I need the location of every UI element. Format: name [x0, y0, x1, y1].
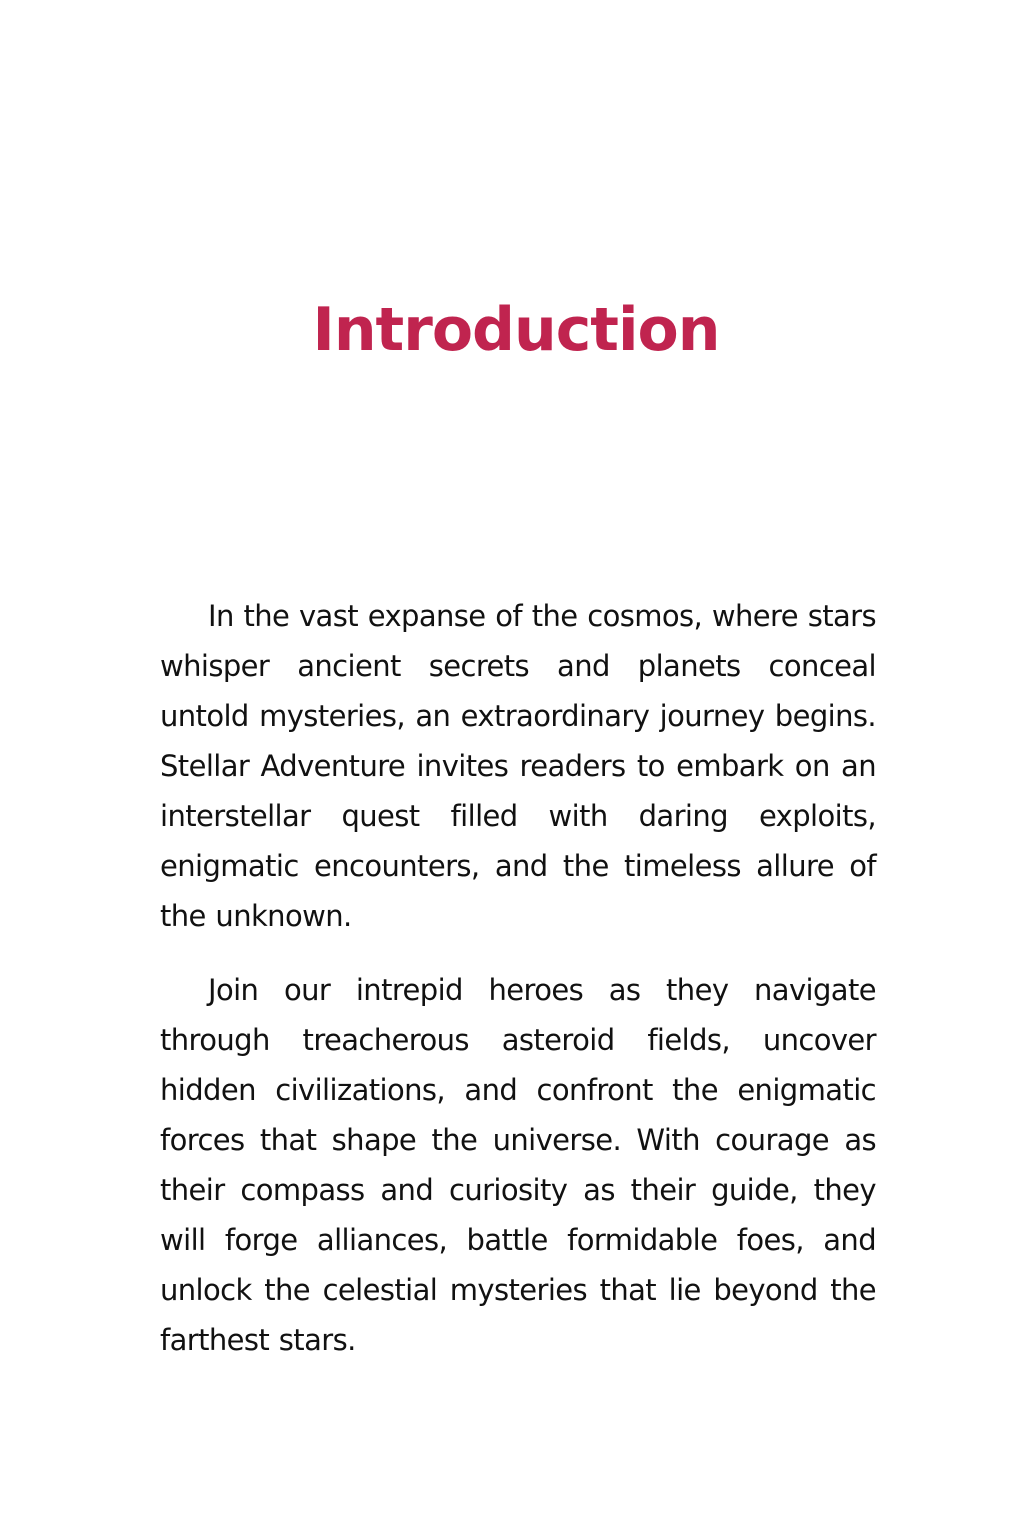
- paragraph-1: In the vast expanse of the cosmos, where stars whisper ancient secrets and planets conceal untold mysteries, an extraordinary journey begins. Stellar Adventure invites readers to embark on an interstellar quest filled with daring exploits, enigmatic encounters, and the timeless allure of the unknown.: [160, 599, 876, 933]
- page-title: Introduction: [312, 295, 720, 365]
- body-text: [160, 591, 876, 1389]
- paragraph-2: Join our intrepid heroes as they navigate through treacherous asteroid fields, uncover hidden civilizations, and confront the enigmatic forces that shape the universe. With courage as their compass and curiosity as their guide, they will forge alliances, battle formidable foes, and unlock the celestial mysteries that lie beyond the farthest stars.: [160, 973, 876, 1357]
